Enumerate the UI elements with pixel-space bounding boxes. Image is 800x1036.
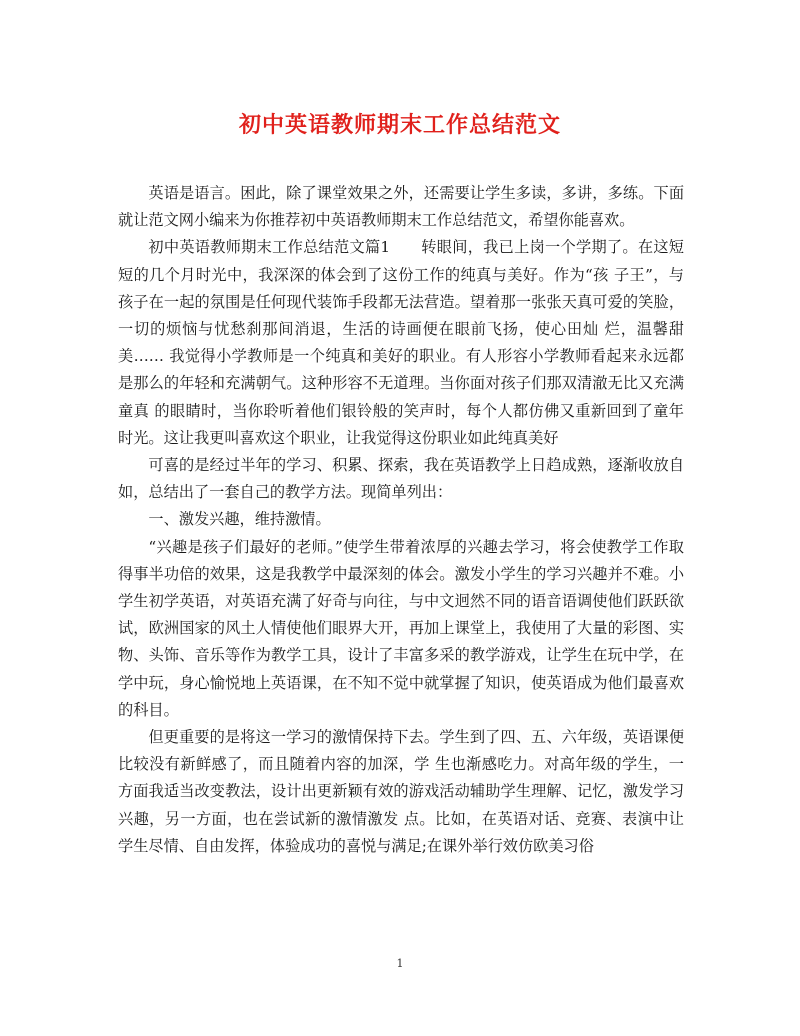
section-heading-1: 一、激发兴趣，维持激情。 bbox=[148, 510, 331, 529]
document-title: 初中英语教师期末工作总结范文 bbox=[238, 112, 561, 138]
document-body bbox=[118, 180, 684, 860]
paragraph-interest: “兴趣是孩子们最好的老师。”使学生带着浓厚的兴趣去学习，将会使教学工作取得事半功倍的效果，这是我教学中最深刻的体会。激发小学生的学习兴趣并不难。小学生初学英语，对英语充满了好奇与向往，与中文迥然不同的语音语调使他们跃跃欲试，欧洲国家的风土人情使他们眼界大开，再加上课堂上，我使用了大量的彩图、实物、头饰、音乐等作为教学工具，设计了丰富多采的教学游戏，让学生在玩中学，在学中玩，身心愉悦地上英语课，在不知不觉中就掌握了知识，使英语成为他们最喜欢的科目。 bbox=[118, 537, 684, 719]
paragraph-teaching-summary: 可喜的是经过半年的学习、积累、探索，我在英语教学上日趋成熟，逐渐收放自如，总结出了一套自己的教学方法。现简单列出： bbox=[118, 456, 684, 502]
paragraph-maintain-passion: 但更重要的是将这一学习的激情保持下去。学生到了四、五、六年级，英语课便比较没有新鲜感了，而且随着内容的加深，学 生也渐感吃力。对高年级的学生，一方面我适当改变教法，设计出更新颖有效的游戏活动辅助学生理解、记忆，激发学习兴趣，另一方面，也在尝试新的激情激发 点。比如，在英语对话、竞赛、表演中让学生尽情、自由发挥，体验成功的喜悦与满足;在课外举行效仿欧美习俗 bbox=[118, 728, 684, 855]
page-number: 1 bbox=[396, 957, 404, 970]
paragraph-intro: 英语是语言。困此，除了课堂效果之外，还需要让学生多读，多讲，多练。下面就让范文网小编来为你推荐初中英语教师期末工作总结范文，希望你能喜欢。 bbox=[118, 184, 684, 230]
paragraph-article-1: 初中英语教师期末工作总结范文篇1 转眼间，我已上岗一个学期了。在这短短的几个月时光中，我深深的体会到了这份工作的纯真与美好。作为“孩 子王”，与孩子在一起的氛围是任何现代装饰手段都无法营造。望着那一张张天真可爱的笑脸，一切的烦恼与忧愁刹那间消退，生活的诗画便在眼前飞扬，使心田灿 烂，温馨甜美…… 我觉得小学教师是一个纯真和美好的职业。有人形容小学教师看起来永远都是那么的年轻和充满朝气。这种形容不无道理。当你面对孩子们那双清澈无比又充满童真 的眼睛时，当你聆听着他们银铃般的笑声时，每个人都仿佛又重新回到了童年时光。这让我更叫喜欢这个职业，让我觉得这份职业如此纯真美好 bbox=[118, 238, 684, 447]
